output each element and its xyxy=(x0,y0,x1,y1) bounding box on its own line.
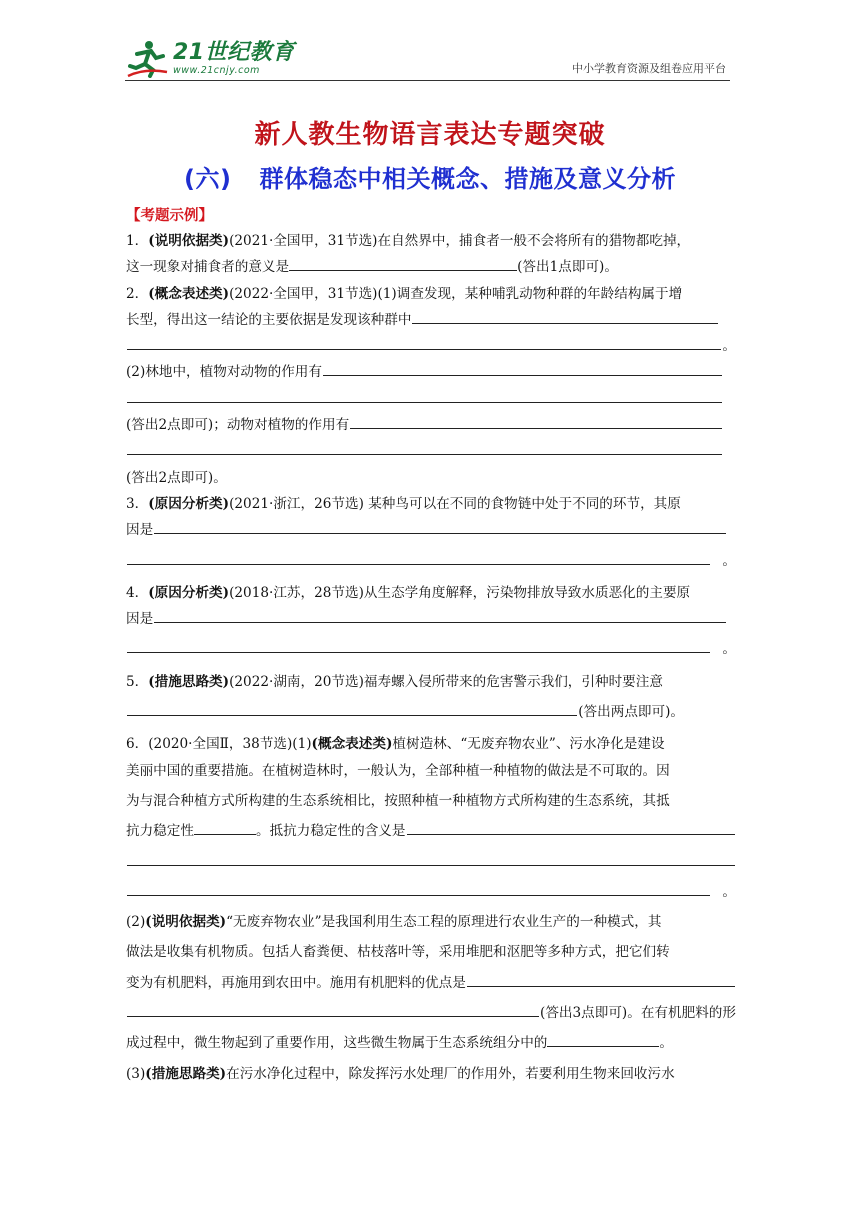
q2-animal-role-blank-2[interactable] xyxy=(127,438,722,455)
q2-part2-line1: (2)林地中，植物对动物的作用有 xyxy=(126,359,736,385)
q4-line2: 因是 xyxy=(126,606,736,632)
q2-plant-role-blank-2[interactable] xyxy=(127,386,722,403)
q4-answer-blank-2[interactable] xyxy=(127,636,710,653)
subtitle-text: 群体稳态中相关概念、措施及意义分析 xyxy=(259,165,676,193)
q4-line3: 。 xyxy=(126,636,736,662)
q3-line3: 。 xyxy=(126,548,736,574)
q2-part2-line2 xyxy=(126,386,736,412)
subtitle-number: (六) xyxy=(184,165,232,193)
q4-line1: 4．(原因分析类)(2018·江苏，28节选)从生态学角度解释，污染物排放导致水质恶化的主要原 xyxy=(126,584,691,601)
q2-plant-role-blank[interactable] xyxy=(323,359,722,376)
q6-component-blank[interactable] xyxy=(547,1030,659,1047)
document-title: 新人教生物语言表达专题突破 xyxy=(254,120,606,150)
platform-name: 中小学教育资源及组卷应用平台 xyxy=(572,62,726,75)
q6-part2-line3: 变为有机肥料，再施用到农田中。施用有机肥料的优点是 xyxy=(126,970,736,996)
q6-meaning-blank-2[interactable] xyxy=(127,849,735,866)
question-list xyxy=(126,228,736,1087)
q6-part3-line1: (3)(措施思路类)在污水净化过程中，除发挥污水处理厂的作用外，若要利用生物来回收污水 xyxy=(126,1065,675,1082)
q2-line3: 。 xyxy=(126,333,736,359)
q6-part2-line2: 做法是收集有机物质。包括人畜粪便、枯枝落叶等，采用堆肥和沤肥等多种方式，把它们转 xyxy=(126,944,670,961)
q6-part2-line1: (2)(说明依据类)“无废弃物农业”是我国利用生态工程的原理进行农业生产的一种模式，其 xyxy=(126,914,662,931)
q6-meaning-blank-3[interactable] xyxy=(127,879,710,896)
q6-line3: 为与混合种植方式所构建的生态系统相比，按照种植一种植物方式所构建的生态系统，其抵 xyxy=(126,792,670,809)
q2-part2-line5: (答出2点即可)。 xyxy=(126,469,227,486)
q6-stability-blank[interactable] xyxy=(194,818,256,835)
q6-line4: 抗力稳定性 。抵抗力稳定性的含义是 xyxy=(126,818,736,844)
q6-part2-line5: 成过程中，微生物起到了重要作用，这些微生物属于生态系统组分中的 。 xyxy=(126,1030,736,1056)
q6-fertilizer-blank[interactable] xyxy=(467,970,735,987)
q2-line2: 长型，得出这一结论的主要依据是发现该种群中 xyxy=(126,307,736,333)
logo-url: www.21cnjy.com xyxy=(173,64,260,76)
q4-answer-blank[interactable] xyxy=(154,606,726,623)
q5-answer-blank[interactable] xyxy=(127,699,577,716)
q2-answer-blank[interactable] xyxy=(412,307,718,324)
q2-part2-line4 xyxy=(126,438,736,464)
document-subtitle xyxy=(0,159,860,194)
q2-part2-line3: (答出2点即可)；动物对植物的作用有 xyxy=(126,412,736,438)
q2-line1: 2．(概念表述类)(2022·全国甲，31节选)(1)调查发现，某种哺乳动物种群的年龄结构属于增 xyxy=(126,285,683,302)
q1-line1: 1．(说明依据类)(2021·全国甲，31节选)在自然界中，捕食者一般不会将所有的猎物都吃掉， xyxy=(126,233,691,249)
q6-meaning-blank[interactable] xyxy=(407,818,736,835)
q1-answer-blank[interactable] xyxy=(289,254,517,271)
q6-line5 xyxy=(126,849,736,875)
q1-line2: 这一现象对捕食者的意义是 (答出1点即可)。 xyxy=(126,254,736,280)
site-logo xyxy=(125,38,295,78)
q6-line6: 。 xyxy=(126,879,736,905)
q6-fertilizer-blank-2[interactable] xyxy=(127,1000,539,1017)
q6-part2-line4: (答出3点即可)。在有机肥料的形 xyxy=(126,1000,736,1026)
runner-logo-icon xyxy=(125,38,169,78)
q3-line2: 因是 xyxy=(126,517,736,543)
q3-line1: 3．(原因分析类)(2021·浙江，26节选) 某种鸟可以在不同的食物链中处于不同的环节，其原 xyxy=(126,495,681,512)
q3-answer-blank[interactable] xyxy=(154,517,726,534)
q3-answer-blank-2[interactable] xyxy=(127,548,710,565)
q5-line1: 5．(措施思路类)(2022·湖南，20节选)福寿螺入侵所带来的危害警示我们，引种时要注意 xyxy=(126,673,663,690)
q2-animal-role-blank[interactable] xyxy=(350,412,722,429)
q2-answer-blank-2[interactable] xyxy=(127,333,721,350)
section-label: 【考题示例】 xyxy=(126,208,213,224)
q6-line1: 6．(2020·全国Ⅱ，38节选)(1)(概念表述类)植树造林、“无废弃物农业”、污水净化是建设 xyxy=(126,736,665,753)
logo-text: 21世纪教育 xyxy=(173,39,295,65)
q5-line2: (答出两点即可)。 xyxy=(126,699,736,725)
q6-line2: 美丽中国的重要措施。在植树造林时，一般认为，全部种植一种植物的做法是不可取的。因 xyxy=(126,762,670,779)
page-header xyxy=(125,36,730,81)
